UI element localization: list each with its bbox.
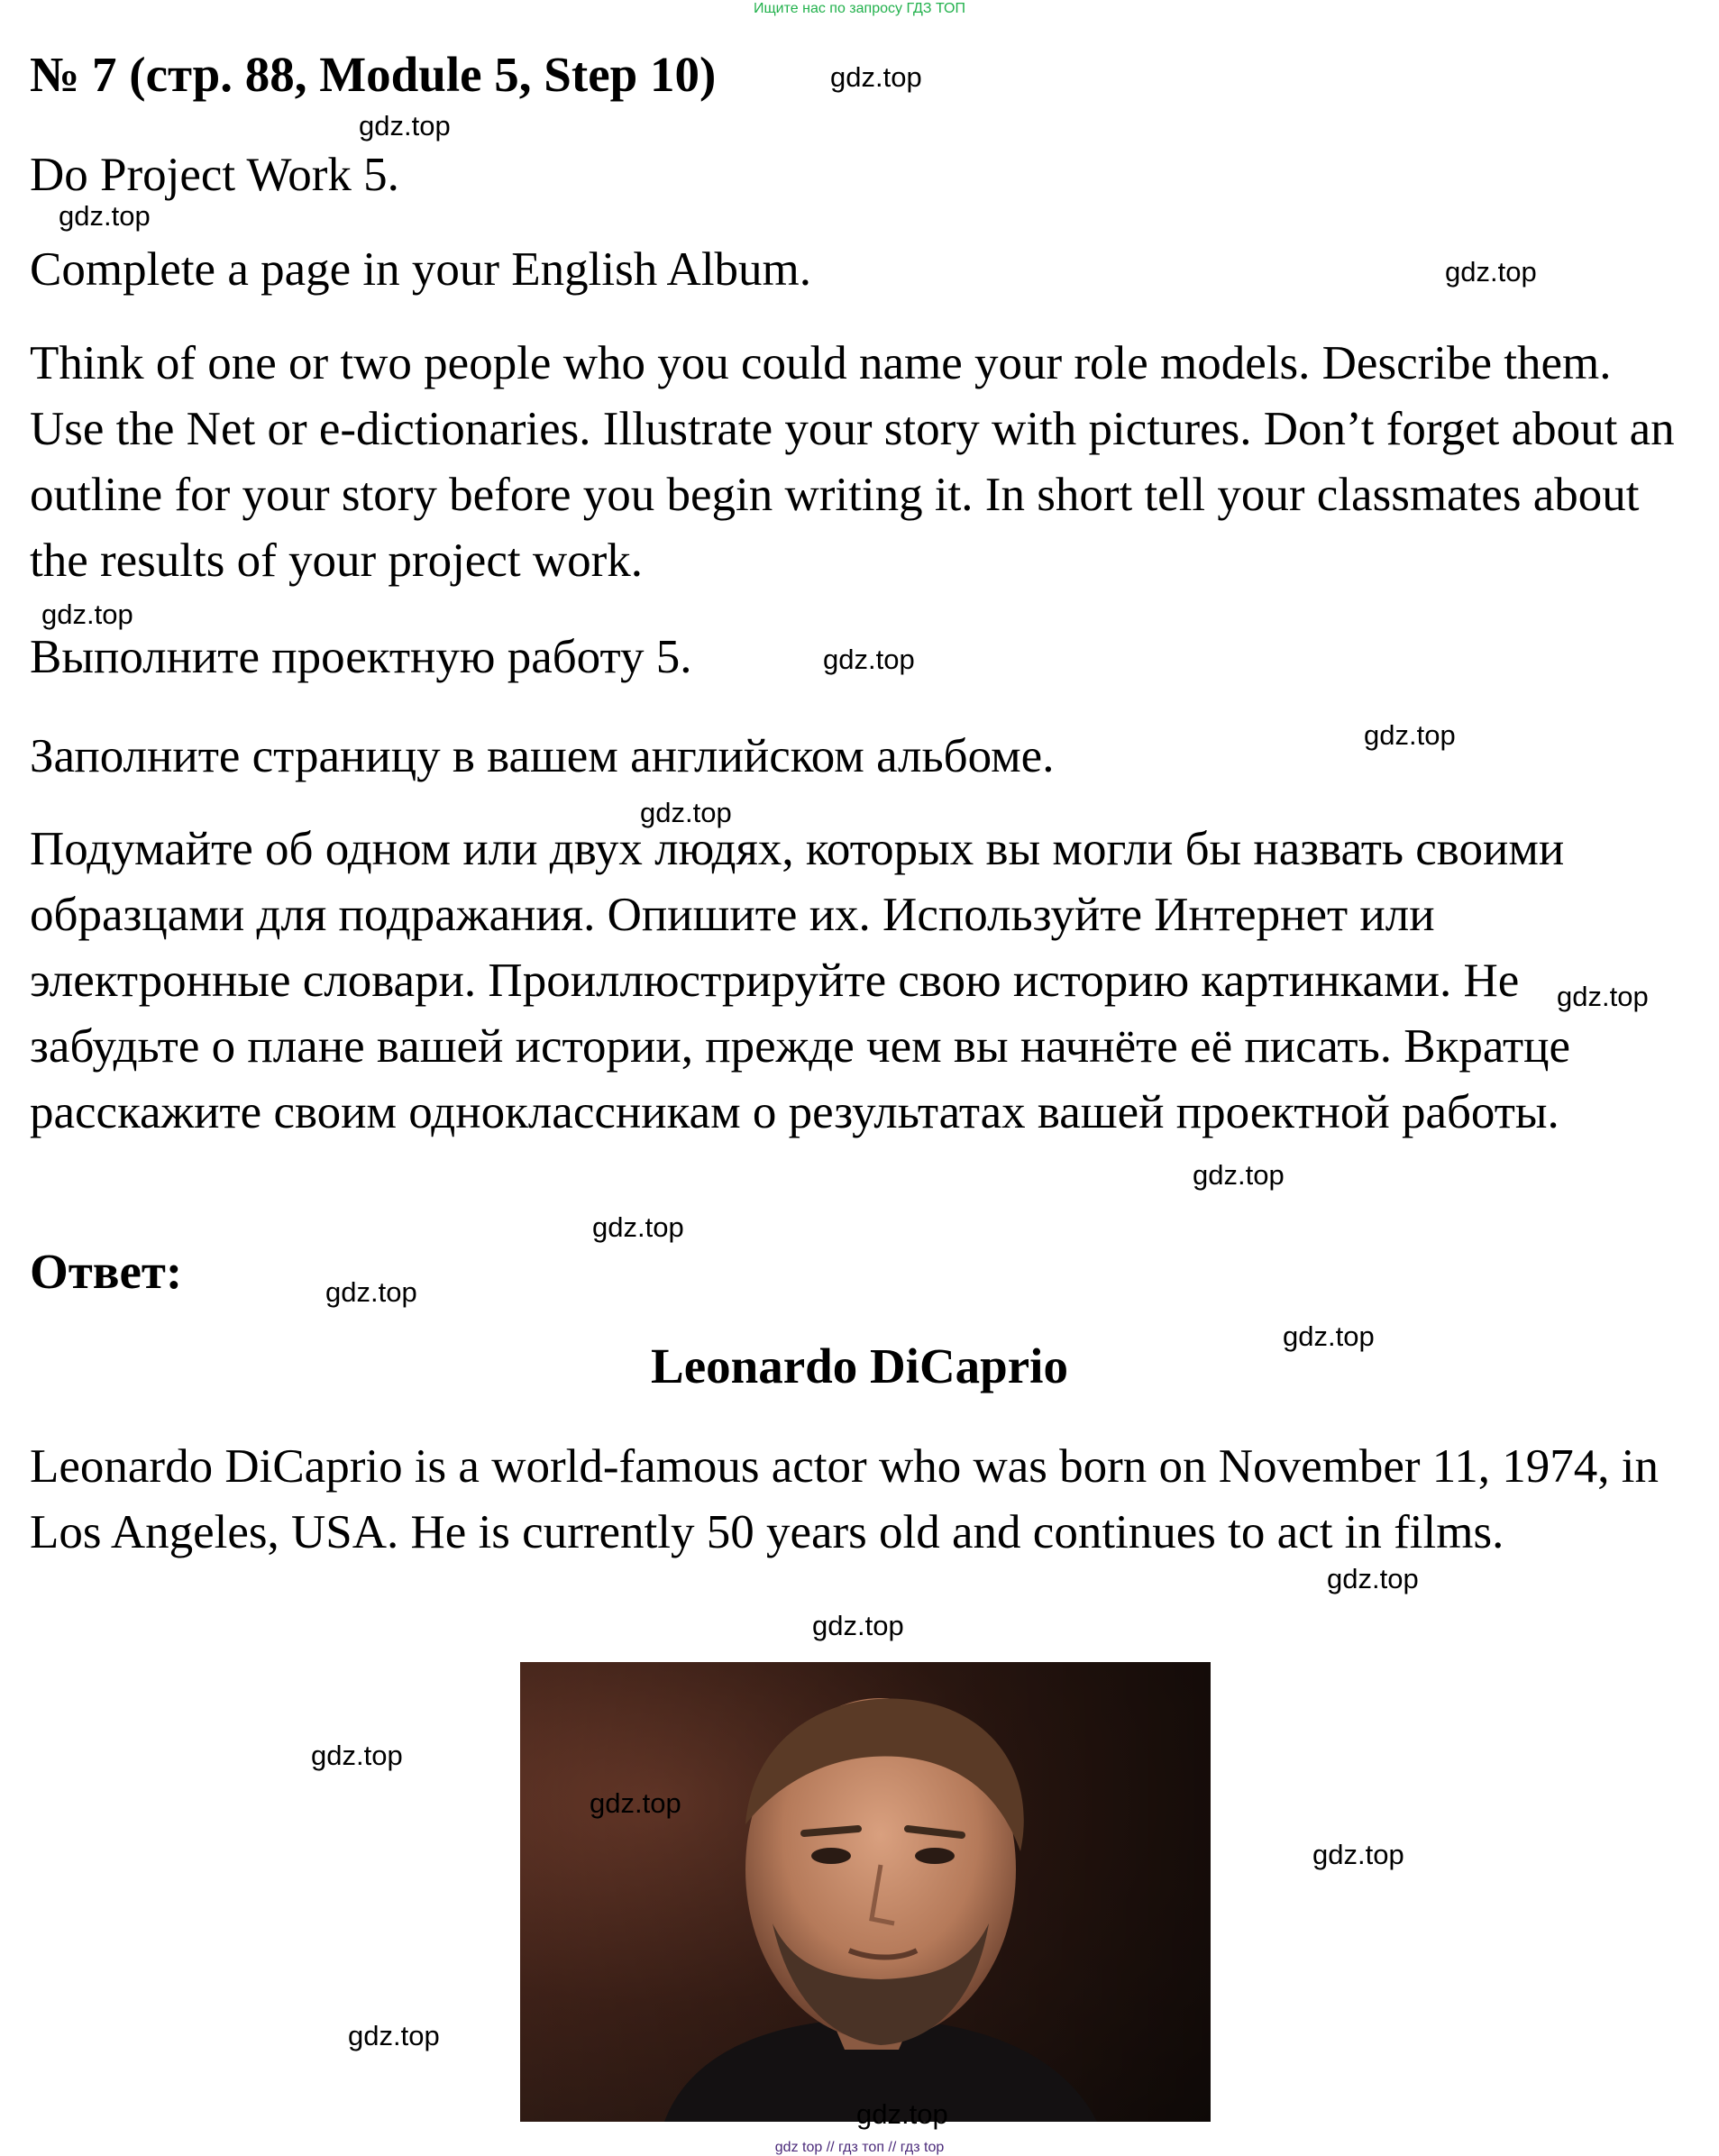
watermark: gdz.top (590, 1787, 681, 1819)
watermark: gdz.top (311, 1740, 403, 1771)
task-ru-line1: Выполните проектную работу 5. (30, 631, 692, 683)
watermark: gdz.top (325, 1276, 417, 1308)
page-title: № 7 (стр. 88, Module 5, Step 10) (30, 47, 717, 102)
watermark: gdz.top (592, 1211, 684, 1243)
story-text: Leonardo DiCaprio is a world-famous actor who was born on November 11, 1974, in Los Angeles, USA. He is currently 50 years old and continues to act in films. (30, 1440, 1659, 1558)
watermark: gdz.top (1557, 981, 1649, 1012)
watermark: gdz.top (823, 644, 915, 675)
watermark: gdz.top (59, 200, 151, 232)
watermark: gdz.top (1364, 719, 1456, 751)
watermark: gdz.top (1327, 1563, 1419, 1594)
watermark: gdz.top (1193, 1159, 1285, 1191)
task-ru-paragraph: Подумайте об одном или двух людях, которых вы могли бы назвать своими образцами для подражания. Опишите их. Используйте Интернет или электронные словари. Проиллюстрируйте свою историю картинками. Не забудьте о плане вашей истории, прежде чем вы начнёте её писать. Вкратце расскажите своим одноклассникам о результатах вашей проектной работы. (30, 823, 1571, 1138)
watermark: gdz.top (1445, 256, 1537, 288)
watermark: gdz.top (41, 598, 133, 630)
answer-label: Ответ: (30, 1244, 183, 1299)
watermark: gdz.top (640, 797, 732, 828)
top-banner: Ищите нас по запросу ГДЗ ТОП (754, 1, 965, 16)
portrait-illustration (520, 1662, 1211, 2122)
portrait-photo (520, 1662, 1211, 2122)
watermark: gdz.top (359, 110, 451, 142)
watermark: gdz.top (856, 2098, 948, 2130)
footer-watermark: gdz top // гдз топ // гдз top (774, 2140, 945, 2155)
watermark: gdz.top (812, 1610, 904, 1641)
task-en-line2: Complete a page in your English Album. (30, 243, 812, 296)
watermark: gdz.top (1312, 1839, 1404, 1870)
task-en-line1: Do Project Work 5. (30, 149, 399, 201)
story-heading: Leonardo DiCaprio (651, 1338, 1068, 1393)
watermark: gdz.top (348, 2020, 440, 2051)
watermark: gdz.top (1283, 1320, 1375, 1352)
task-ru-line2: Заполните страницу в вашем английском альбоме. (30, 730, 1055, 782)
watermark: gdz.top (830, 61, 922, 93)
task-en-paragraph: Think of one or two people who you could name your role models. Describe them. Use the Net or e-dictionaries. Illustrate your story with pictures. Don’t forget about an outline for your story before you begin writing it. In short tell your classmates about the results of your project work. (30, 337, 1675, 587)
